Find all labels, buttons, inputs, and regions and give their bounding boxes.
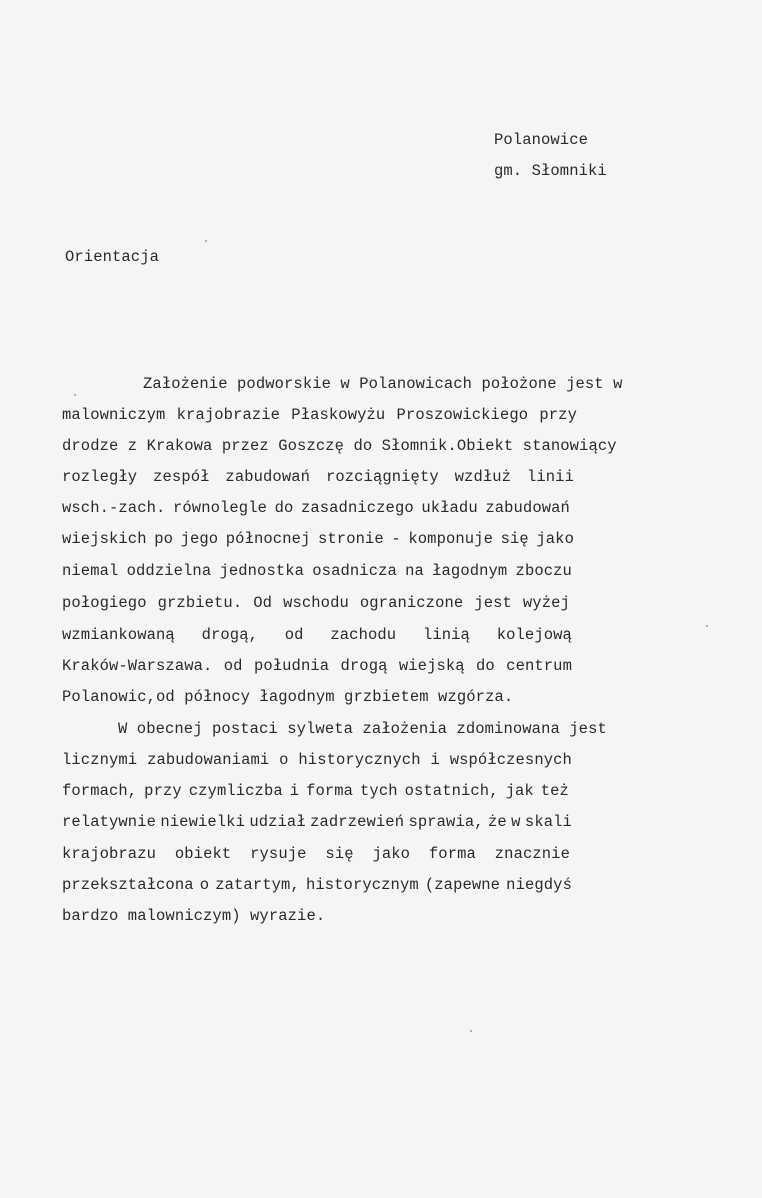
word: na — [405, 562, 424, 580]
word: historycznych — [298, 751, 421, 769]
word: wiejską — [398, 657, 465, 675]
word: oddzielna — [126, 562, 212, 580]
word: drogą, — [201, 626, 259, 644]
word: forma — [306, 782, 354, 800]
paragraph-line — [62, 657, 572, 675]
section-title: Orientacja — [65, 248, 160, 266]
word: połogiego — [62, 594, 147, 612]
paragraph-line: W obecnej postaci sylweta założenia zdominowana jest — [118, 720, 607, 738]
word: relatywnie — [62, 813, 157, 831]
paragraph-line — [62, 594, 570, 612]
word: też — [540, 782, 569, 800]
paragraph-line — [62, 751, 572, 769]
word: wzmiankowaną — [62, 626, 175, 644]
word: do — [274, 499, 294, 517]
word: od — [223, 657, 243, 675]
word: linią — [422, 626, 470, 644]
word: rozległy — [62, 468, 138, 486]
paragraph-line: drodze z Krakowa przez Goszczę do Słomnik.Obiekt stanowiący — [62, 437, 617, 455]
word: tych — [360, 782, 398, 800]
word: - — [391, 530, 401, 548]
word: po — [154, 530, 174, 548]
word: Proszowickiego — [396, 406, 529, 424]
word: Od — [253, 594, 273, 612]
word: rozciągnięty — [325, 468, 439, 486]
word: i — [430, 751, 440, 769]
word: czymliczba — [188, 782, 283, 800]
word: centrum — [506, 657, 572, 675]
word: łagodnym — [432, 562, 508, 580]
word: kolejową — [496, 626, 572, 644]
paragraph-line: bardzo malowniczym) wyrazie. — [62, 907, 326, 925]
word: wyżej — [522, 594, 570, 612]
word: krajobrazie — [176, 406, 281, 424]
word: (zapewne — [424, 876, 501, 894]
word: o — [279, 751, 289, 769]
word: licznymi — [62, 751, 138, 769]
word: malowniczym — [62, 406, 166, 424]
word: zabudowaniami — [147, 751, 270, 769]
word: zespół — [153, 468, 210, 486]
header-gmina: gm. Słomniki — [494, 162, 607, 180]
scan-speck — [470, 1030, 472, 1032]
word: zabudowań — [485, 499, 570, 517]
word: jest — [474, 594, 512, 612]
word: linii — [526, 468, 574, 486]
word: zadrzewień — [310, 813, 405, 831]
word: znacznie — [494, 845, 570, 863]
word: wzdłuż — [454, 468, 512, 486]
word: osadnicza — [312, 562, 397, 580]
paragraph-line: Założenie podworskie w Polanowicach położone jest w — [143, 375, 623, 393]
word: się — [325, 845, 354, 863]
word: jednostka — [219, 562, 305, 580]
word: w — [511, 813, 521, 831]
word: jako — [372, 845, 411, 863]
word: od — [284, 626, 304, 644]
word: zboczu — [515, 562, 572, 580]
word: zatartym, — [215, 876, 300, 894]
word: do — [476, 657, 495, 675]
word: północnej — [225, 530, 311, 548]
word: jak — [505, 782, 534, 800]
word: krajobrazu — [62, 845, 157, 863]
header-place: Polanowice — [494, 131, 589, 149]
word: formach, — [62, 782, 138, 800]
word: grzbietu. — [157, 594, 243, 612]
word: forma — [428, 845, 476, 863]
word: o — [199, 876, 210, 894]
word: i — [289, 782, 300, 800]
word: Płaskowyżu — [291, 406, 386, 424]
word: drogą — [340, 657, 388, 675]
word: się — [500, 530, 529, 548]
word: niewielki — [160, 813, 245, 831]
word: że — [488, 813, 507, 831]
word: przy — [144, 782, 182, 800]
word: zachodu — [330, 626, 397, 644]
word: układu — [421, 499, 478, 517]
word: stronie — [317, 530, 384, 548]
word: niegdyś — [506, 876, 572, 894]
word: jako — [536, 530, 574, 548]
word: zasadniczego — [300, 499, 414, 517]
scan-speck — [706, 625, 708, 627]
word: przy — [539, 406, 577, 424]
word: wsch.-zach. — [62, 499, 166, 517]
paragraph-line — [62, 876, 572, 894]
word: historycznym — [305, 876, 419, 894]
word: Kraków-Warszawa. — [62, 657, 213, 675]
scan-speck — [205, 240, 207, 242]
word: równolegle — [172, 499, 267, 517]
word: niemal — [62, 562, 119, 580]
paragraph-line: Polanowic,od północy łagodnym grzbietem wzgórza. — [62, 688, 514, 706]
paragraph-line — [62, 406, 577, 424]
word: współczesnych — [449, 751, 572, 769]
word: ostatnich, — [404, 782, 499, 800]
scan-speck — [74, 394, 76, 396]
word: sprawia, — [408, 813, 484, 831]
paragraph-line — [62, 813, 572, 831]
word: wiejskich — [62, 530, 147, 548]
word: zabudowań — [225, 468, 311, 486]
word: ograniczone — [359, 594, 464, 612]
word: skali — [524, 813, 572, 831]
word: południa — [253, 657, 330, 675]
paragraph-line — [62, 562, 572, 580]
word: jego — [180, 530, 219, 548]
word: udział — [249, 813, 306, 831]
paragraph-line — [62, 499, 570, 517]
word: wschodu — [283, 594, 349, 612]
paragraph-line — [62, 468, 574, 486]
word: przekształcona — [62, 876, 194, 894]
paragraph-line — [62, 530, 574, 548]
word: komponuje — [408, 530, 493, 548]
paragraph-line — [62, 626, 572, 644]
word: obiekt — [174, 845, 232, 863]
paragraph-line — [62, 845, 570, 863]
word: rysuje — [250, 845, 307, 863]
paragraph-line — [62, 782, 569, 800]
